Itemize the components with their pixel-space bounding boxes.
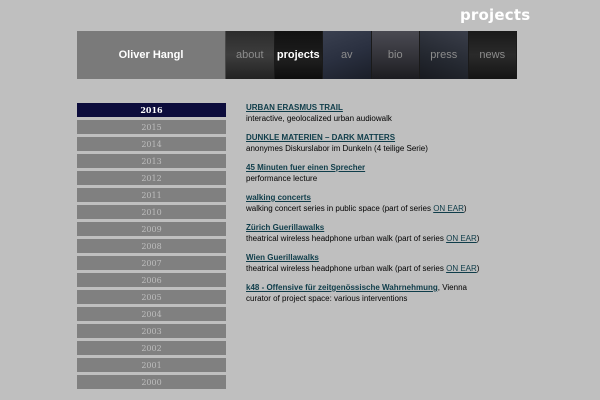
- nav-about[interactable]: about: [226, 31, 275, 79]
- page-heading: projects: [460, 6, 531, 24]
- year-item-2006[interactable]: 2006: [77, 273, 226, 287]
- project-title-link[interactable]: Zürich Guerillawalks: [246, 223, 325, 232]
- project-item: [246, 102, 586, 124]
- project-description: [246, 203, 586, 214]
- year-item-2002[interactable]: 2002: [77, 341, 226, 355]
- description-end: ): [476, 234, 480, 243]
- year-item-2016[interactable]: 2016: [77, 103, 226, 117]
- description-text: theatrical wireless headphone urban walk (part of series: [246, 264, 447, 273]
- site-header: [77, 31, 517, 79]
- year-item-2005[interactable]: 2005: [77, 290, 226, 304]
- project-item: [246, 252, 586, 274]
- project-title-link[interactable]: k48 - Offensive für zeitgenössische Wahrnehmung: [246, 283, 438, 292]
- year-item-2010[interactable]: 2010: [77, 205, 226, 219]
- project-description: curator of project space: various interventions: [246, 294, 408, 303]
- year-item-2001[interactable]: 2001: [77, 358, 226, 372]
- site-name[interactable]: Oliver Hangl: [77, 31, 226, 79]
- year-item-2013[interactable]: 2013: [77, 154, 226, 168]
- description-text: theatrical wireless headphone urban walk (part of series: [246, 234, 447, 243]
- project-title-link[interactable]: DUNKLE MATERIEN – DARK MATTERS: [246, 133, 396, 142]
- project-item: [246, 282, 586, 304]
- nav-news[interactable]: news: [469, 31, 518, 79]
- year-item-2009[interactable]: 2009: [77, 222, 226, 236]
- year-list: [77, 103, 226, 392]
- year-item-2014[interactable]: 2014: [77, 137, 226, 151]
- year-item-2011[interactable]: 2011: [77, 188, 226, 202]
- nav-bio[interactable]: bio: [372, 31, 421, 79]
- year-item-2004[interactable]: 2004: [77, 307, 226, 321]
- nav-press[interactable]: press: [420, 31, 469, 79]
- year-item-2008[interactable]: 2008: [77, 239, 226, 253]
- project-description: [246, 263, 586, 274]
- project-title-link[interactable]: URBAN ERASMUS TRAIL: [246, 103, 343, 112]
- year-item-2015[interactable]: 2015: [77, 120, 226, 134]
- year-item-2007[interactable]: 2007: [77, 256, 226, 270]
- nav-projects[interactable]: projects: [275, 31, 324, 79]
- project-item: [246, 192, 586, 214]
- description-end: ): [463, 204, 467, 213]
- on-ear-link[interactable]: ON EAR: [446, 234, 477, 243]
- project-location: , Vienna: [437, 283, 467, 292]
- year-item-2000[interactable]: 2000: [77, 375, 226, 389]
- year-item-2012[interactable]: 2012: [77, 171, 226, 185]
- project-item: [246, 162, 586, 184]
- project-description: interactive, geolocalized urban audiowalk: [246, 114, 392, 123]
- main-nav: [226, 31, 517, 79]
- description-end: ): [476, 264, 480, 273]
- project-title-link[interactable]: Wien Guerillawalks: [246, 253, 319, 262]
- year-item-2003[interactable]: 2003: [77, 324, 226, 338]
- project-title-link[interactable]: 45 Minuten fuer einen Sprecher: [246, 163, 366, 172]
- on-ear-link[interactable]: ON EAR: [446, 264, 477, 273]
- project-item: [246, 222, 586, 244]
- project-item: [246, 132, 586, 154]
- on-ear-link[interactable]: ON EAR: [433, 204, 464, 213]
- description-text: walking concert series in public space (part of series: [246, 204, 434, 213]
- project-list: [246, 102, 586, 312]
- project-description: [246, 233, 586, 244]
- project-title-link[interactable]: walking concerts: [246, 193, 311, 202]
- project-description: anonymes Diskurslabor im Dunkeln (4 teilige Serie): [246, 144, 428, 153]
- nav-av[interactable]: av: [323, 31, 372, 79]
- project-description: performance lecture: [246, 174, 318, 183]
